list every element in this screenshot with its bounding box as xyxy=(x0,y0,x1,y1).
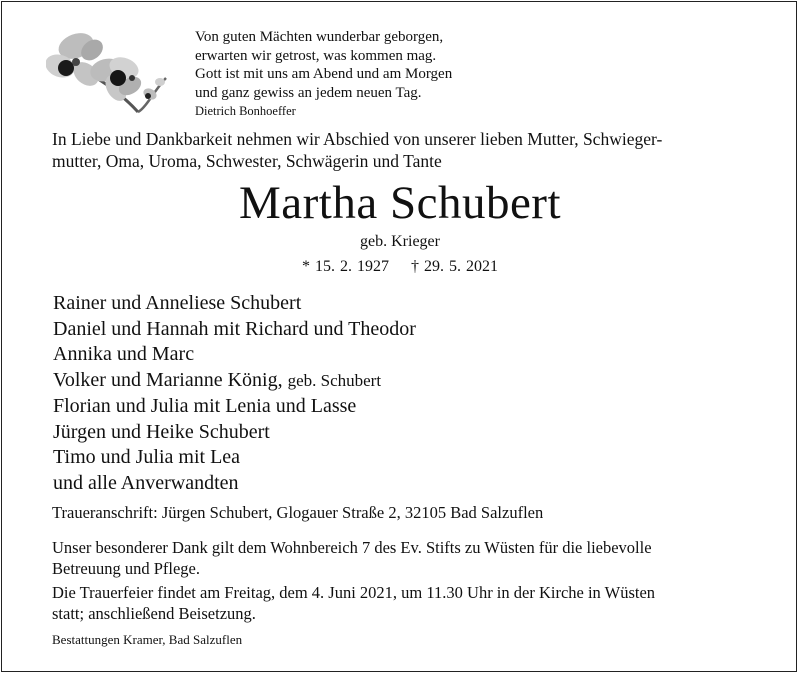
maiden-name: geb. Krieger xyxy=(360,233,440,250)
life-dates xyxy=(0,257,800,277)
family-line: Rainer und Anneliese Schubert xyxy=(53,292,302,314)
family-list xyxy=(53,291,753,497)
poem xyxy=(195,28,525,119)
mourning-address xyxy=(52,503,772,524)
family-line-koenig xyxy=(53,368,753,394)
family-line: und alle Anverwandten xyxy=(53,471,239,494)
intro-text xyxy=(52,128,772,172)
birth-date: * 15. 2. 1927 xyxy=(302,258,389,275)
thanks-line: Unser besonderer Dank gilt dem Wohnbereich 7 des Ev. Stifts zu Wüsten für die liebevolle xyxy=(52,538,652,557)
thanks-line: Betreuung und Pflege. xyxy=(52,558,201,578)
death-date: † 29. 5. 2021 xyxy=(411,258,498,275)
poem-line: Gott ist mit uns am Abend und am Morgen xyxy=(195,66,453,82)
undertaker: Bestattungen Kramer, Bad Salzuflen xyxy=(52,632,243,647)
family-line: Jürgen und Heike Schubert xyxy=(53,420,270,443)
family-line: Timo und Julia mit Lea xyxy=(53,446,241,469)
funeral-line: statt; anschließend Beisetzung. xyxy=(52,603,256,623)
intro-line: In Liebe und Dankbarkeit nehmen wir Abschied von unserer lieben Mutter, Schwieger- xyxy=(52,129,663,149)
thanks-paragraph xyxy=(52,538,772,579)
poem-author: Dietrich Bonhoeffer xyxy=(195,104,296,118)
deceased-name: Martha Schubert xyxy=(238,177,562,229)
address-line: Traueranschrift: Jürgen Schubert, Glogauer Straße 2, 32105 Bad Salzuflen xyxy=(52,503,544,522)
family-line: Florian und Julia mit Lenia und Lasse xyxy=(53,394,357,417)
funeral-paragraph xyxy=(52,583,772,624)
intro-line: mutter, Oma, Uroma, Schwester, Schwägerin und Tante xyxy=(52,151,442,171)
orchid-image xyxy=(46,28,176,118)
family-line: Annika und Marc xyxy=(53,343,195,366)
family-line: Daniel und Hannah mit Richard und Theodor xyxy=(53,317,416,340)
poem-line: und ganz gewiss an jedem neuen Tag. xyxy=(195,84,422,101)
family-line-name: Volker und Marianne König, xyxy=(53,369,283,392)
funeral-line: Die Trauerfeier findet am Freitag, dem 4. Juni 2021, um 11.30 Uhr in der Kirche in Wüsten xyxy=(52,583,656,602)
poem-line: erwarten wir getrost, was kommen mag. xyxy=(195,47,437,64)
poem-line: Von guten Mächten wunderbar geborgen, xyxy=(195,29,444,45)
family-line-suffix: geb. Schubert xyxy=(287,371,382,391)
